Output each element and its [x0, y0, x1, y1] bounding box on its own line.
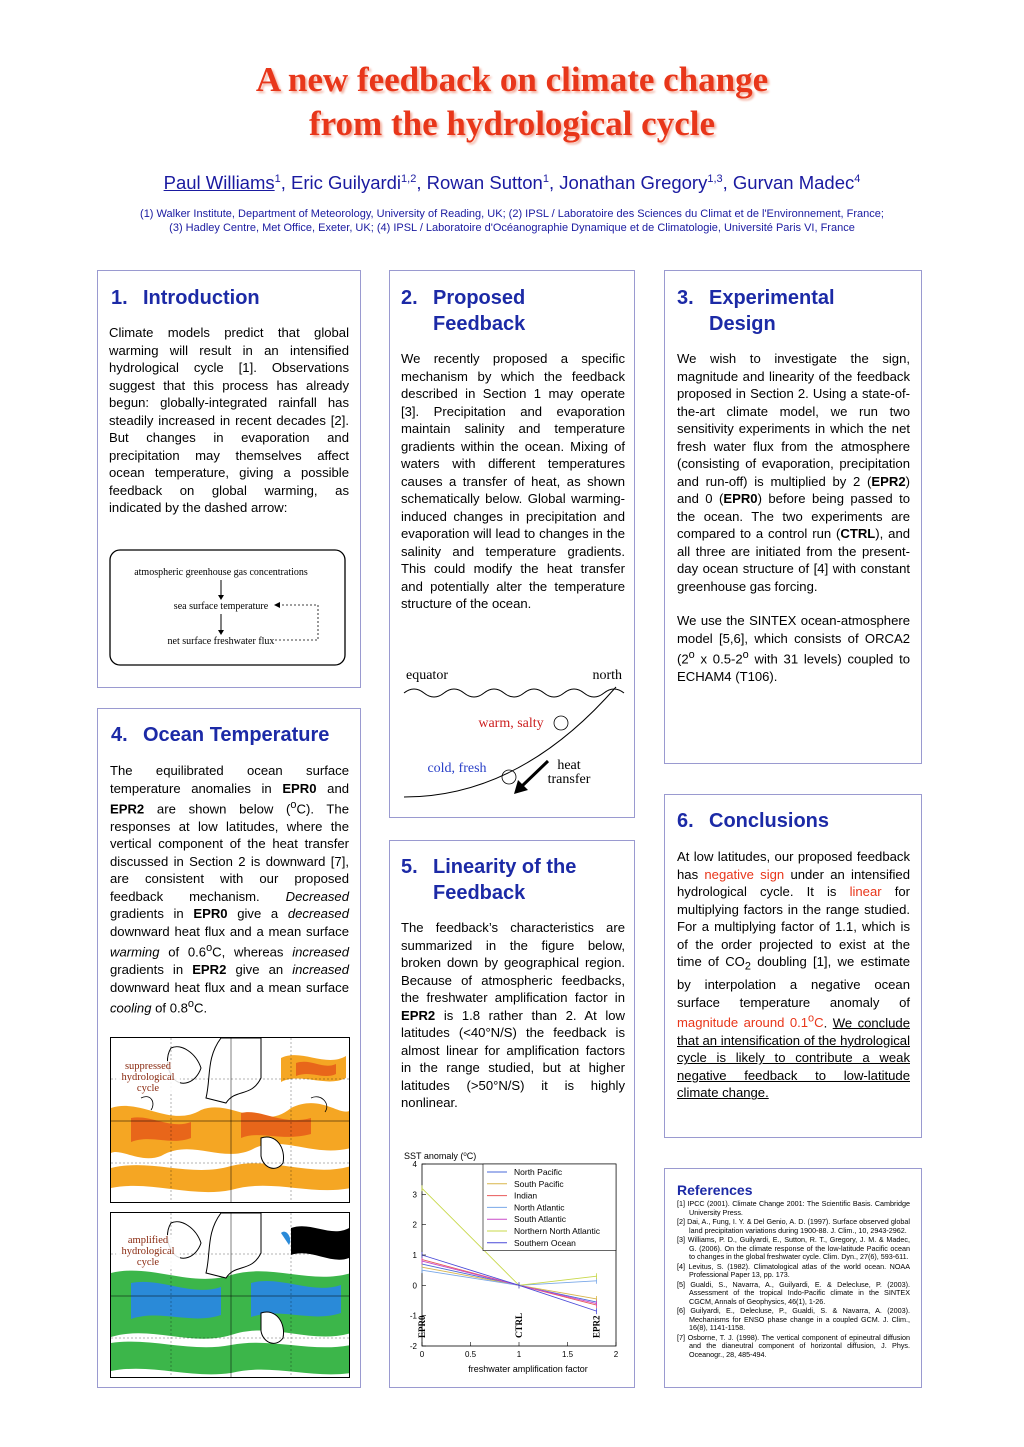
- text-run: gradients in: [110, 906, 194, 922]
- title-line-1: A new feedback on climate change: [255, 60, 769, 99]
- highlight-magnitude: [677, 1015, 824, 1030]
- map-label-amplified: amplified hydrological cycle: [116, 1235, 180, 1268]
- y-tick-label: 2: [412, 1220, 417, 1230]
- chart-title-a: SST anomaly (: [404, 1151, 464, 1161]
- y-tick-label: 4: [412, 1160, 417, 1169]
- reference-item: [1] IPCC (2001). Climate Change 2001: The Scientific Basis. Cambridge University Press.: [677, 1199, 910, 1217]
- text-run: gradients in: [110, 962, 193, 978]
- linearity-text: [401, 919, 625, 1112]
- box-sst: sea surface temperature: [173, 601, 269, 612]
- text-italic: Decreased: [285, 888, 349, 904]
- section-title-text: Feedback: [433, 882, 526, 904]
- text-run: magnitude around 0.1: [677, 1015, 809, 1031]
- ocean-text: [110, 762, 349, 1017]
- author-name: Jonathan Gregory: [559, 172, 708, 193]
- section-title-text: Feedback: [433, 313, 526, 335]
- arrow-head: [218, 595, 224, 600]
- reference-item: [4] Levitus, S. (1982). Climatological atlas of the world ocean. NOAA Professional Paper 13, pp. 173.: [677, 1261, 910, 1279]
- conclusion-statement: We conclude that an intensification of the hydrological cycle is likely to contribute a weak negative feedback to low-latitude climate change.: [677, 1015, 910, 1101]
- text-run: with 31 levels) coupled to ECHAM4 (T106).: [677, 651, 910, 684]
- text-run: doubling [1], we estimate by interpolation a negative ocean surface temperature anomaly of: [677, 954, 910, 1010]
- x-tick-label: 2: [613, 1350, 619, 1359]
- warm-water-parcel: [554, 716, 568, 730]
- reference-item: [3] Williams, P. D., Guilyardi, E., Sutton, R. T., Gregory, J. M. & Madec, G. (2006). On the climate response of the low-latitude Pacific ocean to changes in the global freshwater cycle. Clim. Dyn., 27(6), 593-611.: [677, 1235, 910, 1261]
- references-title: References: [677, 1182, 753, 1198]
- text-bold: EPR2: [192, 962, 227, 978]
- text-run: .: [823, 1015, 833, 1031]
- legend-label: South Pacific: [514, 1178, 564, 1189]
- degree-sup: o: [808, 1013, 815, 1026]
- reference-item: [2] Dai, A., Fung, I. Y. & Del Genio, A. D. (1997). Surface observed global land precipitation variations during 1900-88. J. Clim., 10, 2943-2962.: [677, 1217, 910, 1235]
- degree-sup: o: [290, 799, 297, 811]
- text-run: is 1.8 rather than 2. At low latitudes (<40°N/S) the feedback is almost linear for amplification factors in the range studied, but at higher latitudes (>50°N/S) it is highly nonlinear.: [401, 1007, 625, 1110]
- text-run: are shown below (: [144, 801, 291, 817]
- text-run: C, whereas: [212, 944, 293, 960]
- text-italic: warming: [110, 944, 160, 960]
- section-title-text: Linearity of the: [433, 856, 577, 878]
- y-tick-label: -1: [409, 1311, 417, 1321]
- author-sep: ,: [416, 172, 427, 193]
- text-run: At low latitudes, our proposed feedback has: [677, 849, 910, 882]
- experiment-marker-label: CTRL: [514, 1312, 524, 1338]
- x-tick-label: 0: [419, 1350, 425, 1359]
- section-title-text: Design: [709, 313, 776, 335]
- x-tick-label: 1: [516, 1350, 522, 1359]
- sst-linearity-chart: [394, 1145, 632, 1381]
- reference-item: [5] Gualdi, S., Navarra, A., Guilyardi, E. & Delecluse, P. (2003). Assessment of the tropical Indo-Pacific climate in the SINTEX CGCM, Annals of Geophysics, 46(1), 1-26.: [677, 1279, 910, 1306]
- text-run: x 0.5-2: [694, 651, 743, 667]
- arrow-head: [274, 602, 280, 608]
- y-tick-label: 1: [412, 1251, 417, 1260]
- text-run: of 0.6: [159, 944, 207, 960]
- text-run: C). The responses at low latitudes, where the vertical component of the heat transfer discussed in Section 2 is downward [7], are consistent with our proposed feedback mechanism.: [110, 801, 349, 904]
- legend-label: North Atlantic: [514, 1202, 565, 1213]
- author-sep: ,: [548, 172, 560, 193]
- panel-ocean-temperature: [97, 708, 361, 1388]
- conclusions-text: [677, 848, 910, 1102]
- text-run: of 0.8: [151, 1000, 188, 1016]
- experiment-marker-label: EPR0: [417, 1315, 427, 1338]
- section-number: 4.: [111, 724, 128, 746]
- section-number: 1.: [111, 287, 128, 309]
- panel-conclusions: [664, 794, 922, 1138]
- text-run: We use the SINTEX ocean-atmosphere model [5,6], which consists of ORCA2 (2: [677, 613, 910, 667]
- section-number: 3.: [677, 287, 694, 309]
- section-number: 6.: [677, 810, 694, 832]
- proposed-text: We recently proposed a specific mechanism by which the feedback described in Section 1 may operate [3]. Precipitation and evaporation maintain salinity and temperature gradients within the ocean. Mixing of waters with different temperatures causes a transfer of heat, as shown schematically below. Global warming-induced changes in precipitation and evaporation will lead to changes in the salinity and temperature gradients. This could modify the heat transfer and potentially alter the temperature structure of the ocean.: [401, 351, 625, 611]
- text-run: ), and all three are initiated from the present-day ocean structure of [4] with constant greenhouse gas forcing.: [677, 526, 911, 594]
- label-equator: equator: [406, 668, 448, 683]
- author-sep: ,: [280, 172, 292, 193]
- text-bold: EPR0: [282, 780, 317, 796]
- legend-label: Indian: [514, 1190, 538, 1201]
- y-tick-label: -2: [409, 1342, 417, 1351]
- text-run: We wish to investigate the sign, magnitude and linearity of the feedback proposed in Section 2. Using a state-of-the-art climate model, we run two sensitivity experiments in which the net fresh water flux from the atmosphere (consisting of evaporation, precipitation and run-off) is multiplied by 2 (: [677, 351, 910, 489]
- map-label-suppressed: suppressed hydrological cycle: [116, 1061, 180, 1094]
- experiment-epr2: EPR2: [871, 473, 906, 489]
- affiliations: [40, 207, 984, 235]
- section-title: [677, 808, 829, 834]
- x-tick-label: 0.5: [464, 1350, 477, 1359]
- label-transfer: transfer: [547, 772, 591, 787]
- box-freshwater-flux: net surface freshwater flux: [167, 636, 275, 647]
- author-sup: 1,3: [707, 172, 723, 185]
- section-title: [111, 722, 329, 748]
- text-italic: decreased: [287, 906, 349, 922]
- text-run: and: [316, 780, 350, 796]
- degree-sup: o: [206, 942, 213, 955]
- chart-title-b: C): [466, 1151, 477, 1161]
- y-tick-label: 0: [412, 1281, 417, 1291]
- text-run: The feedback’s characteristics are summarized in the figure below, broken down by geographical region. Because of atmospheric feedbacks, the freshwater amplification factor in: [401, 920, 625, 1005]
- text-run: give a: [227, 906, 288, 922]
- text-italic: increased: [292, 944, 349, 960]
- affiliation-line-1: (1) Walker Institute, Department of Meteorology, University of Reading, UK; (2) IPSL / Laboratoire des Sciences du Climat et de l'Environnement, France;: [140, 208, 884, 220]
- text-italic: increased: [292, 962, 349, 978]
- degree-sup: o: [187, 998, 194, 1011]
- label-north: north: [592, 668, 622, 683]
- panel-experimental-design: [664, 270, 922, 764]
- sea-surface-wave: [404, 689, 624, 697]
- reference-item: [7] Osborne, T. J. (1998). The vertical component of epineutral diffusion and the dianeutral component of horizontal diffusion, J. Phys. Oceanogr., 28, 485-494.: [677, 1332, 910, 1359]
- section-title-text: Experimental: [709, 287, 835, 309]
- section-title-text: Conclusions: [709, 810, 830, 832]
- text-run: give an: [226, 962, 293, 978]
- panel-introduction: [97, 270, 361, 688]
- author-sup: 4: [854, 172, 861, 185]
- x-tick-label: 1.5: [561, 1350, 574, 1359]
- chart-xlabel: freshwater amplification factor: [468, 1364, 588, 1374]
- legend-label: South Atlantic: [514, 1214, 566, 1225]
- degree-sup: o: [688, 649, 695, 661]
- heat-transfer-diagram: [400, 661, 628, 809]
- author-name: Gurvan Madec: [732, 172, 855, 193]
- panel-proposed-feedback: [389, 270, 635, 818]
- arrow-head: [218, 630, 224, 635]
- experiment-marker-label: EPR2: [591, 1315, 602, 1338]
- text-run: downward heat flux and a mean surface: [110, 923, 349, 939]
- heat-transfer-arrow: [521, 761, 548, 787]
- text-run: The equilibrated ocean surface temperature anomalies in: [110, 763, 349, 796]
- highlight-linear: linear: [849, 884, 882, 899]
- author-list: [0, 172, 1024, 194]
- section-title: [677, 285, 835, 337]
- author-sup: 1,2: [401, 172, 417, 185]
- section-title-text: Introduction: [143, 287, 260, 309]
- design-text: [677, 350, 910, 702]
- title-line-2: from the hydrological cycle: [309, 104, 715, 143]
- author-name: Eric Guilyardi: [291, 172, 402, 193]
- reference-item: [6] Guilyardi, E., Delecluse, P., Gualdi, S. & Navarra, A. (2003). Mechanisms for ENSO phase change in a coupled GCM. J. Clim., 16(8), 1141-1158.: [677, 1306, 910, 1332]
- label-warm-salty: warm, salty: [478, 716, 544, 731]
- section-title: [401, 285, 525, 337]
- box-greenhouse-gas: atmospheric greenhouse gas concentrations: [134, 567, 308, 578]
- text-italic: cooling: [110, 1000, 152, 1016]
- chart-title-deg: o: [463, 1152, 467, 1158]
- poster-title: [0, 58, 1024, 146]
- author-link[interactable]: Paul Williams: [163, 172, 275, 193]
- text-run: downward heat flux and a mean surface: [110, 979, 349, 995]
- subscript-2: 2: [744, 960, 751, 973]
- author-sup: 1: [274, 172, 281, 185]
- section-title: [111, 285, 260, 311]
- text-run: C: [814, 1015, 824, 1031]
- author-name: Rowan Sutton: [426, 172, 543, 193]
- author-sup: 1: [542, 172, 549, 185]
- reference-list: [677, 1200, 910, 1360]
- experiment-epr0: EPR0: [723, 491, 758, 506]
- text-run: ) before being passed to the ocean. The two experiments are compared to a control run (: [677, 491, 911, 541]
- text-bold: EPR0: [193, 906, 228, 922]
- section-number: 2.: [401, 287, 418, 309]
- legend-label: North Pacific: [514, 1167, 563, 1177]
- experiment-ctrl: CTRL: [840, 526, 876, 541]
- y-tick-label: 3: [412, 1190, 417, 1200]
- dashed-feedback-arrow: [275, 605, 318, 640]
- feedback-loop-diagram: [109, 549, 347, 667]
- text-run: ) and 0 (: [677, 473, 910, 506]
- panel-linearity: [389, 840, 635, 1388]
- highlight-negative-sign: negative sign: [704, 866, 785, 882]
- section-title-text: Proposed: [433, 287, 526, 309]
- section-title-text: Ocean Temperature: [143, 724, 330, 746]
- degree-sup: o: [742, 649, 749, 661]
- text-bold: EPR2: [110, 801, 145, 817]
- text-bold: EPR2: [401, 1007, 436, 1023]
- affiliation-line-2: (3) Hadley Centre, Met Office, Exeter, UK; (4) IPSL / Laboratoire d'Océanographie Dynamique et de Climatologie, Université Paris VI, France: [169, 222, 855, 234]
- legend-label: Northern North Atlantic: [514, 1226, 600, 1236]
- author-sep: ,: [722, 172, 733, 193]
- panel-references: [664, 1168, 922, 1388]
- intro-text: Climate models predict that global warming will result in an intensified hydrological cycle [1]. Observations suggest that this process has already begun: globally-integrated rainfall has steadily increased in recent decades [2]. But changes in evaporation and precipitation may themselves affect ocean temperature, giving a possible feedback on global warming, as indicated by the dashed arrow:: [109, 325, 349, 515]
- section-number: 5.: [401, 856, 418, 878]
- section-title: [401, 854, 576, 906]
- text-run: for multiplying factors in the range studied. For a multiplying factor of 1.1, which is of the order projected to exist at the time of CO: [677, 884, 910, 969]
- text-run: C.: [193, 1000, 208, 1016]
- legend-label: Southern Ocean: [514, 1237, 576, 1248]
- text-run: under an intensified hydrological cycle. It is: [677, 866, 910, 899]
- label-heat: heat: [557, 758, 581, 773]
- label-cold-fresh: cold, fresh: [427, 761, 487, 776]
